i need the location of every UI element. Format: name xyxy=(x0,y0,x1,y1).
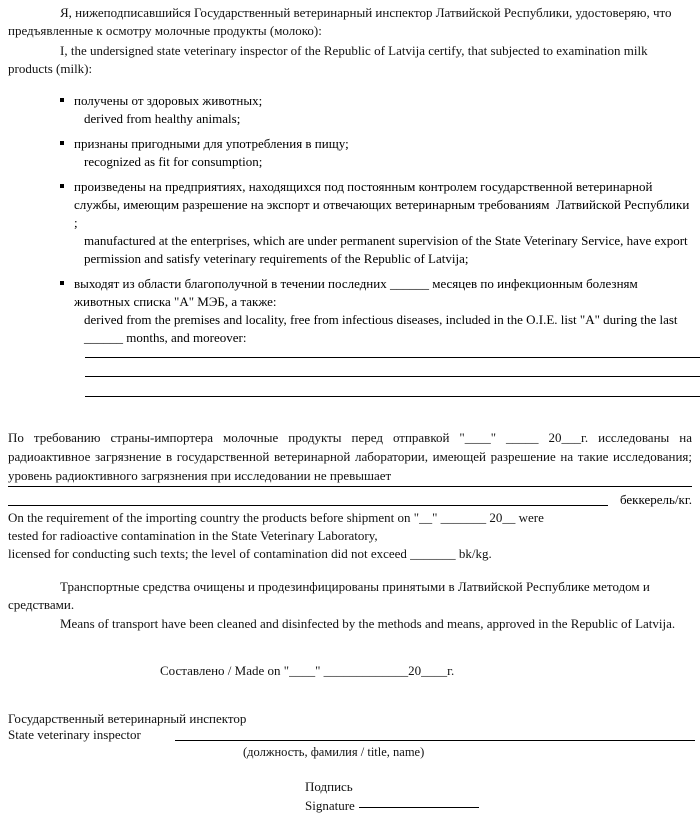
signature-blank-rule xyxy=(359,795,479,808)
becquerel-value-rule xyxy=(8,505,608,506)
blank-write-line xyxy=(85,396,700,397)
clause-text-russian: произведены на предприятиях, находящихся под постоянным контролем государственной ветеринарной службы, имеющим разрешение на экспорт и отвечающих ветеринарным требованиям Латвийской Республики ; xyxy=(74,179,693,230)
transport-statement-russian: Транспортные средства очищены и продезинфицированы принятыми в Латвийской Республике методом и средствами. xyxy=(8,579,650,612)
radioactivity-statement-english-line2: tested for radioactive contamination in the State Veterinary Laboratory, xyxy=(8,528,378,543)
inspector-name-caption: (должность, фамилия / title, name) xyxy=(243,745,425,759)
blank-write-line xyxy=(85,376,700,377)
certification-clause-list xyxy=(58,92,692,354)
clause-text-russian: признаны пригодными для употребления в пищу; xyxy=(74,136,349,151)
inspector-title-english: State veterinary inspector xyxy=(8,727,141,742)
inspector-title-russian: Государственный ветеринарный инспектор xyxy=(8,711,247,726)
bullet-square-icon xyxy=(60,281,64,285)
list-item xyxy=(58,135,692,171)
clause-text-english: recognized as fit for consumption; xyxy=(84,154,263,169)
signature-line-english xyxy=(305,795,479,815)
bullet-square-icon xyxy=(60,141,64,145)
bullet-square-icon xyxy=(60,98,64,102)
clause-text-russian: получены от здоровых животных; xyxy=(74,93,263,108)
becquerel-unit-row xyxy=(8,492,692,508)
radioactivity-statement-english-line1: On the requirement of the importing country the products before shipment on "__" _______ 20__ were xyxy=(8,510,544,525)
transport-statement-english: Means of transport have been cleaned and disinfected by the methods and means, approved in the Republic of Latvija. xyxy=(60,616,676,631)
signature-label-english: Signature xyxy=(305,798,355,813)
bullet-square-icon xyxy=(60,184,64,188)
list-item xyxy=(58,178,692,268)
clause-text-english: derived from healthy animals; xyxy=(84,111,241,126)
list-item xyxy=(58,275,692,347)
clause-text-english: manufactured at the enterprises, which are under permanent supervision of the State Veterinary Service, have export permission and satisfy veterinary requirements of the Republic of Latvija; xyxy=(84,233,691,266)
becquerel-unit-label: беккерель/кг. xyxy=(619,492,692,507)
inspector-name-rule xyxy=(175,740,695,741)
radioactivity-value-rule xyxy=(8,486,692,487)
clause-text-russian: выходят из области благополучной в течении последних ______ месяцев по инфекционным болезням животных списка "А" МЭБ, а также: xyxy=(74,276,641,309)
header-statement-russian: Я, нижеподписавшийся Государственный ветеринарный инспектор Латвийской Республики, удостоверяю, что предъявленные к осмотру молочные продукты (молоко): xyxy=(8,5,672,38)
blank-write-line xyxy=(85,357,700,358)
list-item xyxy=(58,92,692,128)
made-on-date-line: Составлено / Made on "____" _____________20____г. xyxy=(160,663,455,678)
radioactivity-statement-english-line3: licensed for conducting such texts; the level of contamination did not exceed _______ bk/kg. xyxy=(8,546,492,561)
radioactivity-statement-russian: По требованию страны-импортера молочные продукты перед отправкой "____" _____ 20___г. исследованы на радиоактивное загрязнение в государственной ветеринарной лаборатории, имеющей разрешение на такие исследования; уровень радиоктивного загрязнения при исследовании не превышает xyxy=(8,430,692,483)
signature-label-russian: Подпись xyxy=(305,779,353,794)
clause-text-english: derived from the premises and locality, free from infectious diseases, included in the O.I.E. list "A" during the last ______ months, and moreover: xyxy=(84,312,681,345)
header-statement-english: I, the undersigned state veterinary inspector of the Republic of Latvija certify, that subjected to examination milk products (milk): xyxy=(8,43,648,76)
